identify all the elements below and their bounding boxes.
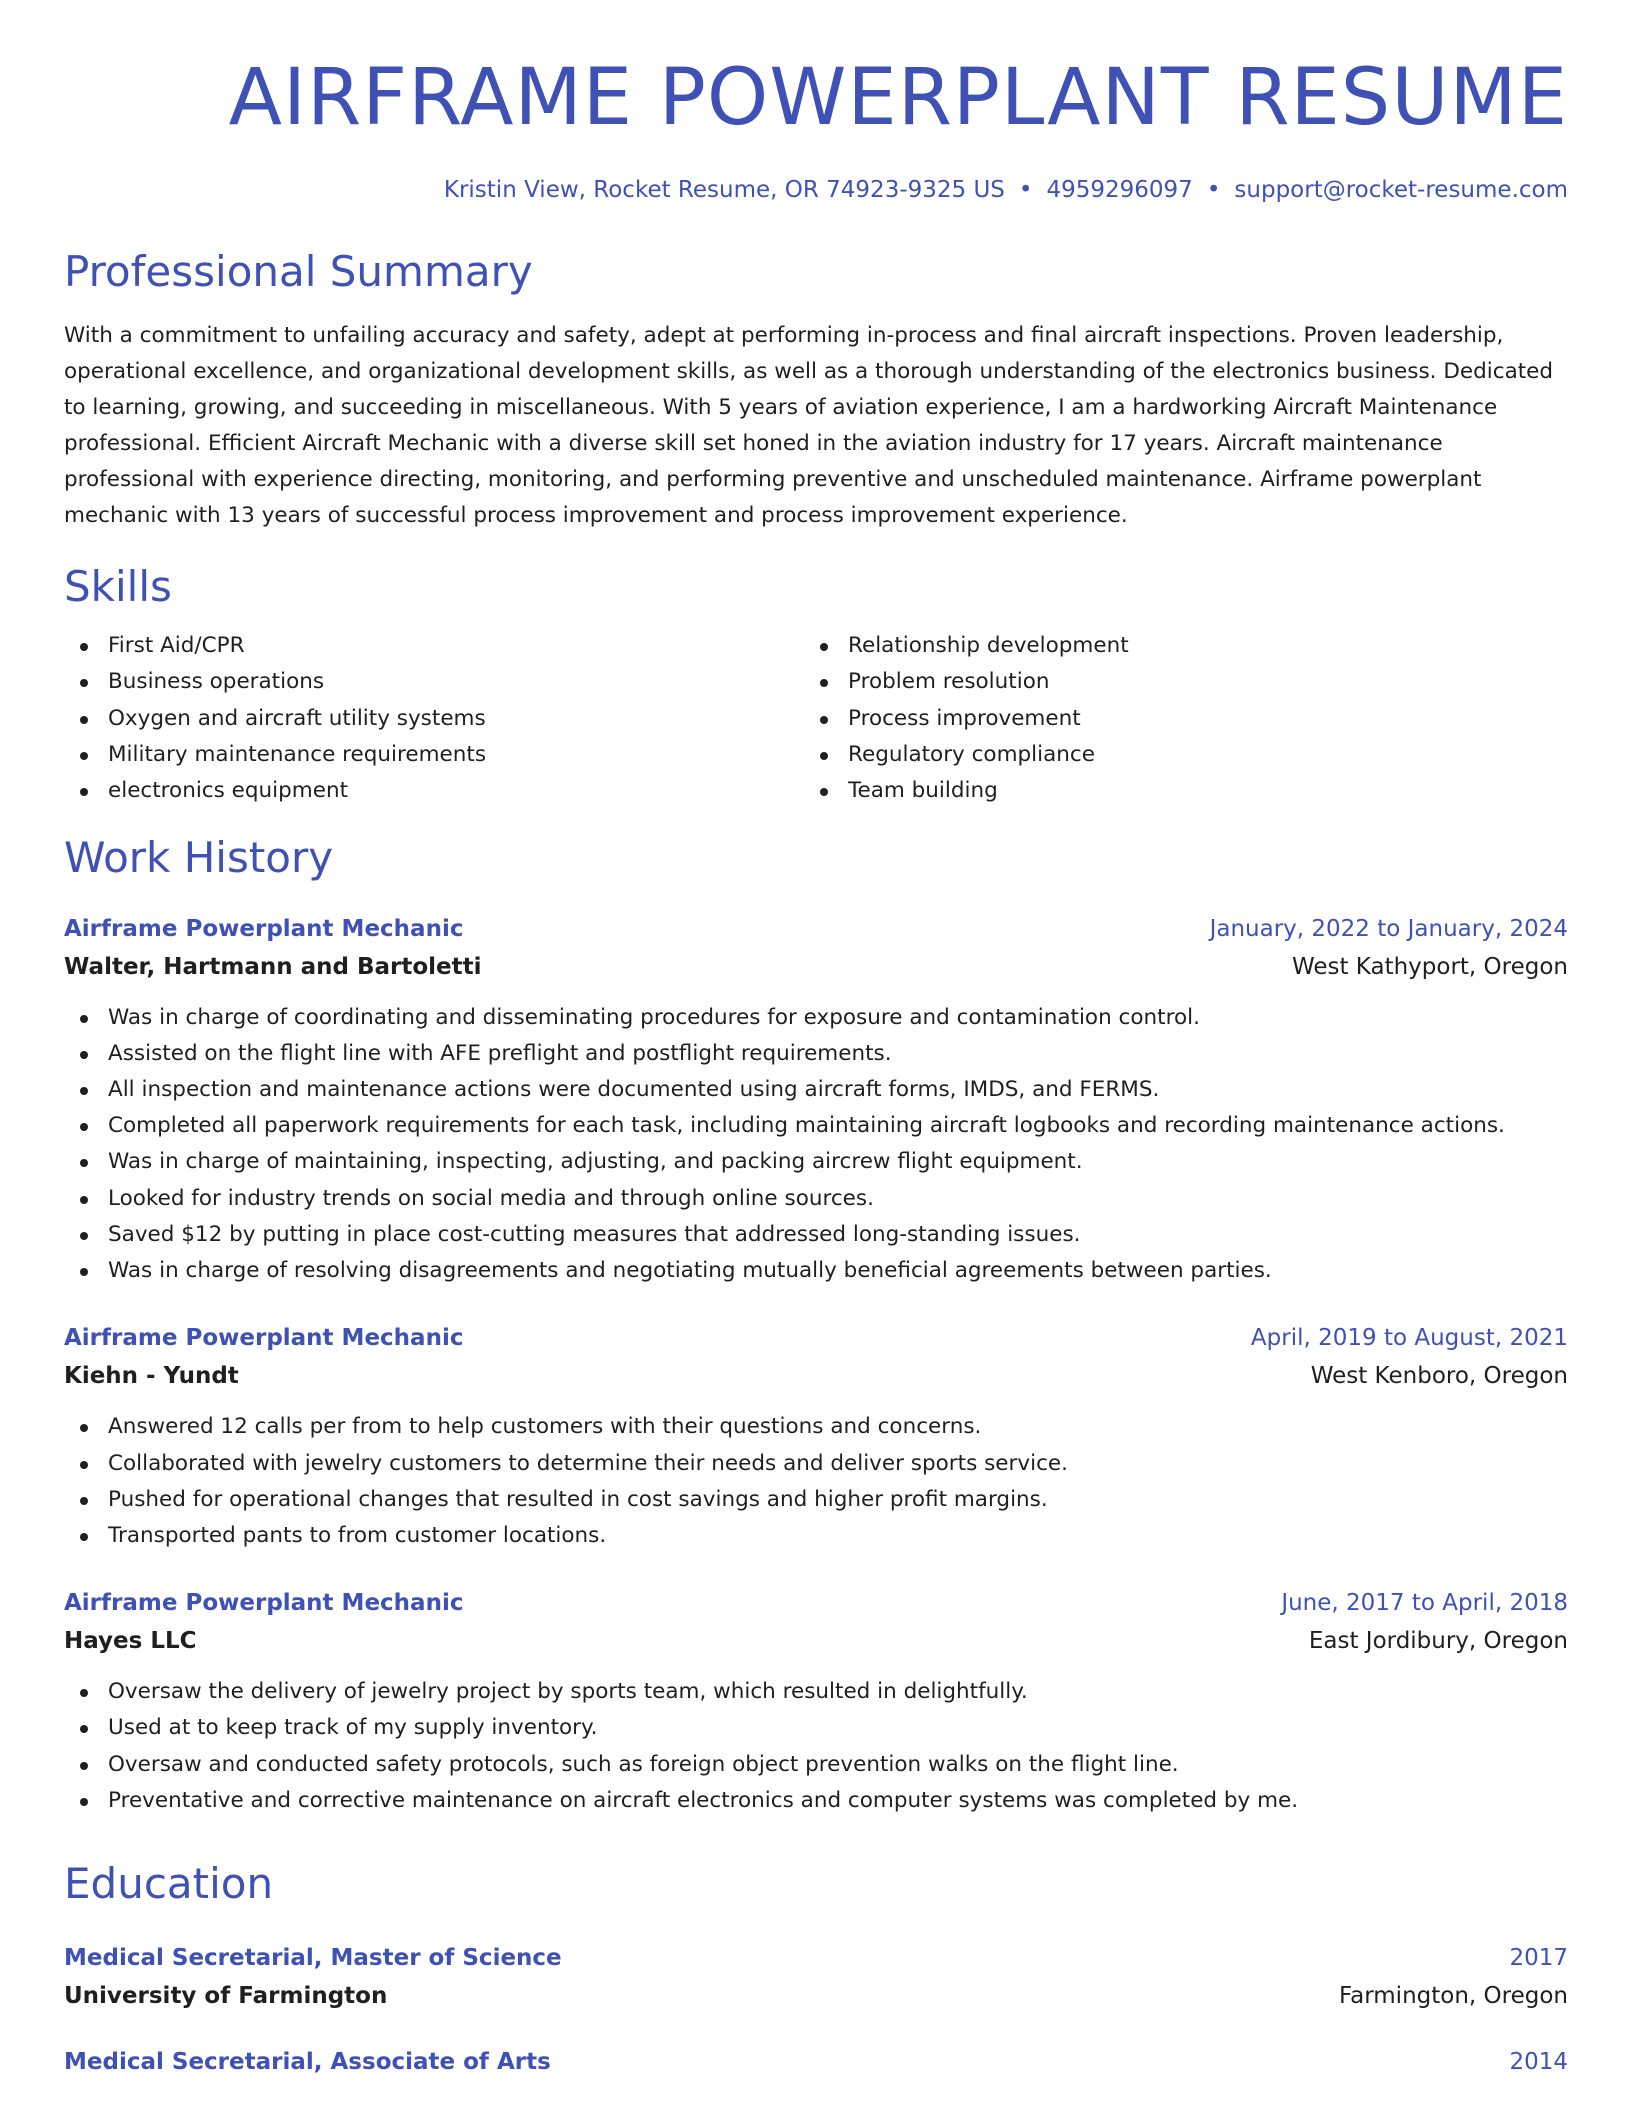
duty-item: Was in charge of coordinating and disseminating procedures for exposure and contamination control.	[64, 1000, 1568, 1036]
job-location: West Kathyport, Oregon	[1291, 953, 1568, 980]
degree-title: Medical Secretarial, Master of Science	[64, 1945, 562, 1972]
contact-phone: 4959296097	[1046, 176, 1193, 203]
resume-title: AIRFRAME POWERPLANT RESUME	[228, 53, 1568, 143]
duty-item: Oversaw and conducted safety protocols, such as foreign object prevention walks on the flight line.	[64, 1747, 1568, 1783]
skill-item: Process improvement	[804, 701, 1568, 737]
education-entry	[64, 2043, 1568, 2081]
job-title: Airframe Powerplant Mechanic	[64, 1325, 464, 1352]
duty-item: Collaborated with jewelry customers to determine their needs and deliver sports service.	[64, 1446, 1568, 1482]
skill-item: Oxygen and aircraft utility systems	[64, 701, 804, 737]
duty-item: Used at to keep track of my supply inventory.	[64, 1710, 1568, 1746]
job-duties	[64, 1409, 1568, 1554]
company-name: Kiehn - Yundt	[64, 1363, 239, 1390]
skills-column-right	[804, 628, 1568, 809]
education-entry	[64, 1939, 1568, 2015]
job-duties	[64, 1000, 1568, 1290]
skill-item: Team building	[804, 773, 1568, 809]
degree-title: Medical Secretarial, Associate of Arts	[64, 2049, 551, 2076]
contact-line	[64, 176, 1568, 206]
contact-separator: •	[1206, 176, 1221, 203]
duty-item: Was in charge of maintaining, inspecting, adjusting, and packing aircrew flight equipment.	[64, 1144, 1568, 1180]
duty-item: Transported pants to from customer locations.	[64, 1518, 1568, 1554]
skills-column-left	[64, 628, 804, 809]
job-duties	[64, 1674, 1568, 1819]
job-location: East Jordibury, Oregon	[1308, 1628, 1568, 1655]
job-dates: January, 2022 to January, 2024	[1209, 915, 1568, 942]
job-dates: April, 2019 to August, 2021	[1250, 1325, 1568, 1352]
summary-text: With a commitment to unfailing accuracy and safety, adept at performing in-process and final aircraft inspections. Proven leadership, operational excellence, and organizational development skills, as well as a thorough understanding of the electronics business. Dedicated to learning, growing, and succeeding in miscellaneous. With 5 years of aviation experience, I am a hardworking Aircraft Maintenance professional. Efficient Aircraft Mechanic with a diverse skill set honed in the aviation industry for 17 years. Aircraft maintenance professional with experience directing, monitoring, and performing preventive and unscheduled maintenance. Airframe powerplant mechanic with 13 years of successful process improvement and process improvement experience.	[64, 322, 1554, 528]
school-name: University of Farmington	[64, 1983, 388, 2010]
skill-item: Business operations	[64, 664, 804, 700]
skills-heading: Skills	[64, 561, 172, 611]
job-entry	[64, 1584, 1568, 1819]
duty-item: Saved $12 by putting in place cost-cutting measures that addressed long-standing issues.	[64, 1217, 1568, 1253]
duty-item: Was in charge of resolving disagreements and negotiating mutually beneficial agreements between parties.	[64, 1253, 1568, 1289]
skills-list	[64, 628, 1568, 809]
summary-heading: Professional Summary	[64, 247, 533, 297]
skill-item: First Aid/CPR	[64, 628, 804, 664]
company-name: Walter, Hartmann and Bartoletti	[64, 953, 482, 980]
duty-item: Preventative and corrective maintenance on aircraft electronics and computer systems was completed by me.	[64, 1783, 1568, 1819]
contact-address: Kristin View, Rocket Resume, OR 74923-9325 US	[443, 176, 1005, 203]
work-history-heading: Work History	[64, 833, 334, 883]
skill-item: Problem resolution	[804, 664, 1568, 700]
duty-item: Assisted on the flight line with AFE preflight and postflight requirements.	[64, 1036, 1568, 1072]
degree-year: 2017	[1509, 1945, 1568, 1972]
degree-year: 2014	[1509, 2049, 1568, 2076]
job-location: West Kenboro, Oregon	[1310, 1363, 1568, 1390]
education-heading: Education	[64, 1858, 274, 1908]
skill-item: Regulatory compliance	[804, 737, 1568, 773]
skill-item: electronics equipment	[64, 773, 804, 809]
job-title: Airframe Powerplant Mechanic	[64, 915, 464, 942]
skill-item: Relationship development	[804, 628, 1568, 664]
contact-email: support@rocket-resume.com	[1234, 176, 1568, 203]
duty-item: Looked for industry trends on social media and through online sources.	[64, 1181, 1568, 1217]
duty-item: Oversaw the delivery of jewelry project by sports team, which resulted in delightfully.	[64, 1674, 1568, 1710]
duty-item: Answered 12 calls per from to help customers with their questions and concerns.	[64, 1409, 1568, 1445]
company-name: Hayes LLC	[64, 1628, 197, 1655]
duty-item: All inspection and maintenance actions were documented using aircraft forms, IMDS, and FERMS.	[64, 1072, 1568, 1108]
contact-separator: •	[1018, 176, 1033, 203]
duty-item: Completed all paperwork requirements for each task, including maintaining aircraft logbooks and recording maintenance actions.	[64, 1108, 1568, 1144]
school-location: Farmington, Oregon	[1339, 1983, 1568, 2010]
job-entry	[64, 1319, 1568, 1554]
job-entry	[64, 910, 1568, 1290]
duty-item: Pushed for operational changes that resulted in cost savings and higher profit margins.	[64, 1482, 1568, 1518]
skill-item: Military maintenance requirements	[64, 737, 804, 773]
job-title: Airframe Powerplant Mechanic	[64, 1590, 464, 1617]
job-dates: June, 2017 to April, 2018	[1281, 1590, 1568, 1617]
